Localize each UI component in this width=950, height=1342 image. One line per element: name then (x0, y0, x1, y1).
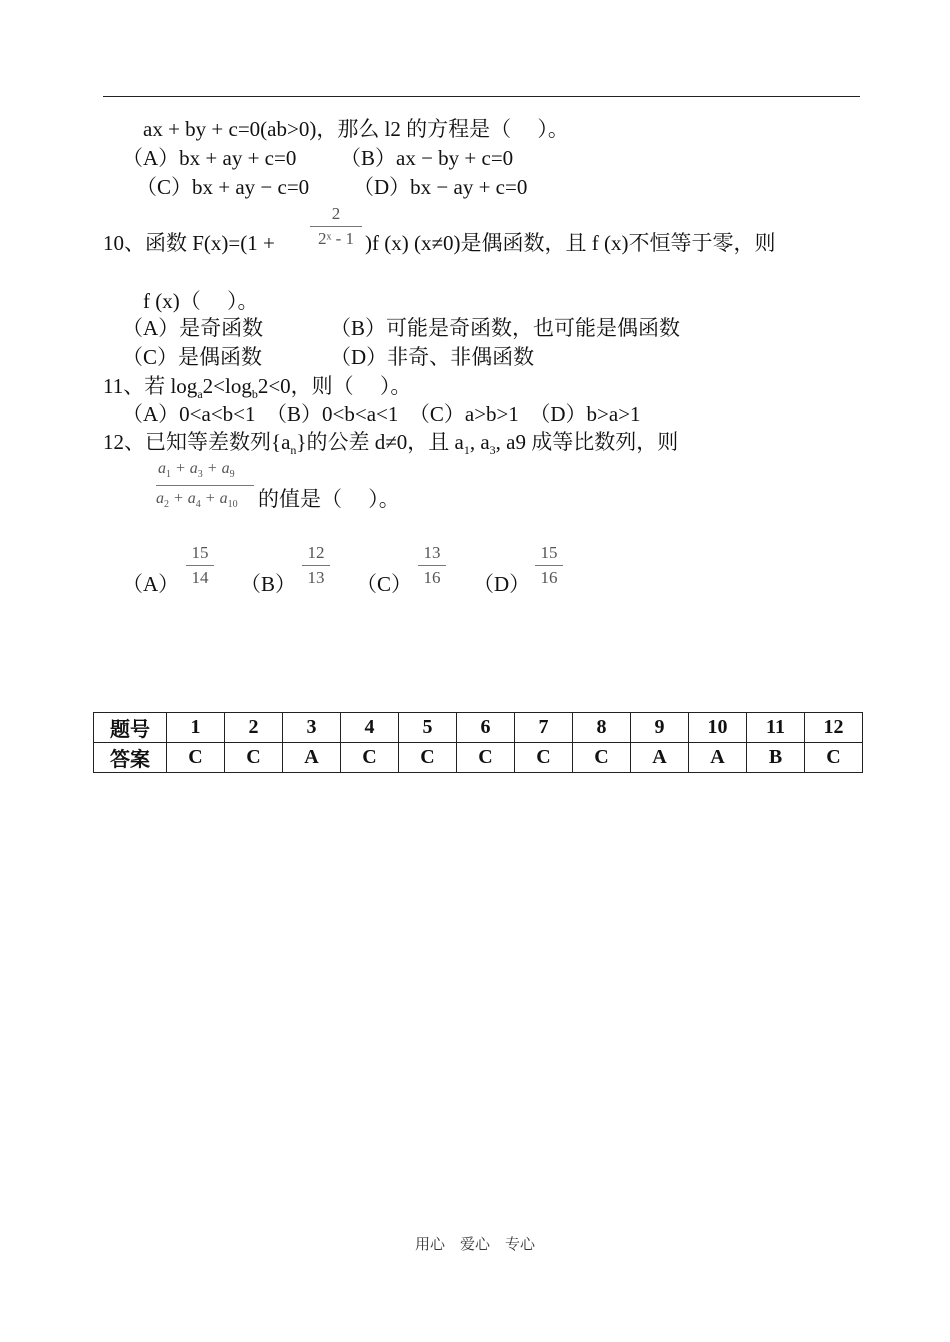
q9-stem: ax + by + c=0(ab>0)，那么 l2 的方程是（ ）。 (143, 117, 569, 141)
q12-option-a-label: （A） (122, 572, 180, 596)
answer-table-answer: C (515, 743, 573, 773)
q12-expression-denominator: $a_2 + a_4 + a_{10}$ (156, 490, 238, 510)
answer-table-answer: A (689, 743, 747, 773)
q12-option-a-fraction: 15 14 (186, 543, 214, 588)
answer-table-number: 12 (805, 713, 863, 743)
q10-fraction-numerator: 2 (331, 204, 341, 223)
answer-table-number: 3 (283, 713, 341, 743)
answer-table-answer: C (805, 743, 863, 773)
q9-option-b: （B）ax − by + c=0 (340, 146, 514, 170)
q12-option-c-label: （C） (356, 572, 413, 596)
answer-table-answer: C (399, 743, 457, 773)
q10-option-a: （A）是奇函数 (122, 316, 264, 340)
answer-table-number: 9 (631, 713, 689, 743)
q12-stem: 12、已知等差数列$\{a_n\}$的公差 d≠0，且 $a_1$, $a_3$, a9 成等比数列，则 (103, 430, 679, 457)
answer-table (93, 712, 863, 773)
q10-option-c: （C）是偶函数 (122, 345, 263, 369)
answer-table-number: 6 (457, 713, 515, 743)
answer-table-number: 10 (689, 713, 747, 743)
q11-options: （A）0<a<b<1 （B）0<b<a<1 （C）a>b>1 （D）b>a>1 (122, 402, 641, 426)
q12-option-b-label: （B） (240, 572, 297, 596)
answer-table-answer-label: 答案 (94, 743, 167, 773)
q10-prefix: 10、函数 F(x)=(1 + (103, 231, 275, 255)
answer-table-number: 8 (573, 713, 631, 743)
answer-table-answer: C (573, 743, 631, 773)
answer-table-answer: A (283, 743, 341, 773)
q12-expression-bar (156, 485, 254, 486)
answer-table-answer: C (341, 743, 399, 773)
q10-fraction-denominator: 2ˣ - 1 (317, 229, 355, 248)
answer-table-answer: C (457, 743, 515, 773)
page-footer: 用心 爱心 专心 (414, 1235, 535, 1253)
q9-option-a: （A）bx + ay + c=0 (122, 146, 297, 170)
header-rule (103, 96, 860, 97)
q9-option-c: （C）bx + ay − c=0 (136, 175, 310, 199)
answer-table-answer: A (631, 743, 689, 773)
answer-table-answer: B (747, 743, 805, 773)
q10-option-b: （B）可能是奇函数，也可能是偶函数 (330, 316, 681, 340)
q12-expression-numerator: $a_1 + a_3 + a_9$ (158, 460, 235, 480)
answer-table-number: 4 (341, 713, 399, 743)
answer-table-header-label: 题号 (94, 713, 167, 743)
answer-table-number: 11 (747, 713, 805, 743)
q12-option-d-label: （D） (473, 572, 531, 596)
q10-fraction (310, 204, 362, 249)
q11-stem: 11、若 $\log_a2<\log_b2<0$，则（ ）。 (103, 374, 412, 401)
q10-stem-line2: f (x)（ ）。 (143, 289, 259, 313)
answer-table-number: 1 (167, 713, 225, 743)
q9-option-d: （D）bx − ay + c=0 (353, 175, 528, 199)
answer-table-number: 2 (225, 713, 283, 743)
answer-table-number: 5 (399, 713, 457, 743)
answer-table-number: 7 (515, 713, 573, 743)
answer-table-answer: C (167, 743, 225, 773)
q12-option-b-fraction: 12 13 (302, 543, 330, 588)
answer-table-header-row (94, 713, 863, 743)
q12-option-d-fraction: 15 16 (535, 543, 563, 588)
q10-suffix: )f (x) (x≠0)是偶函数，且 f (x)不恒等于零，则 (365, 231, 776, 255)
answer-table-answer: C (225, 743, 283, 773)
q12-tail: 的值是（ ）。 (258, 487, 400, 511)
answer-table-answer-row (94, 743, 863, 773)
q12-option-c-fraction: 13 16 (418, 543, 446, 588)
q10-option-d: （D）非奇、非偶函数 (330, 345, 535, 369)
